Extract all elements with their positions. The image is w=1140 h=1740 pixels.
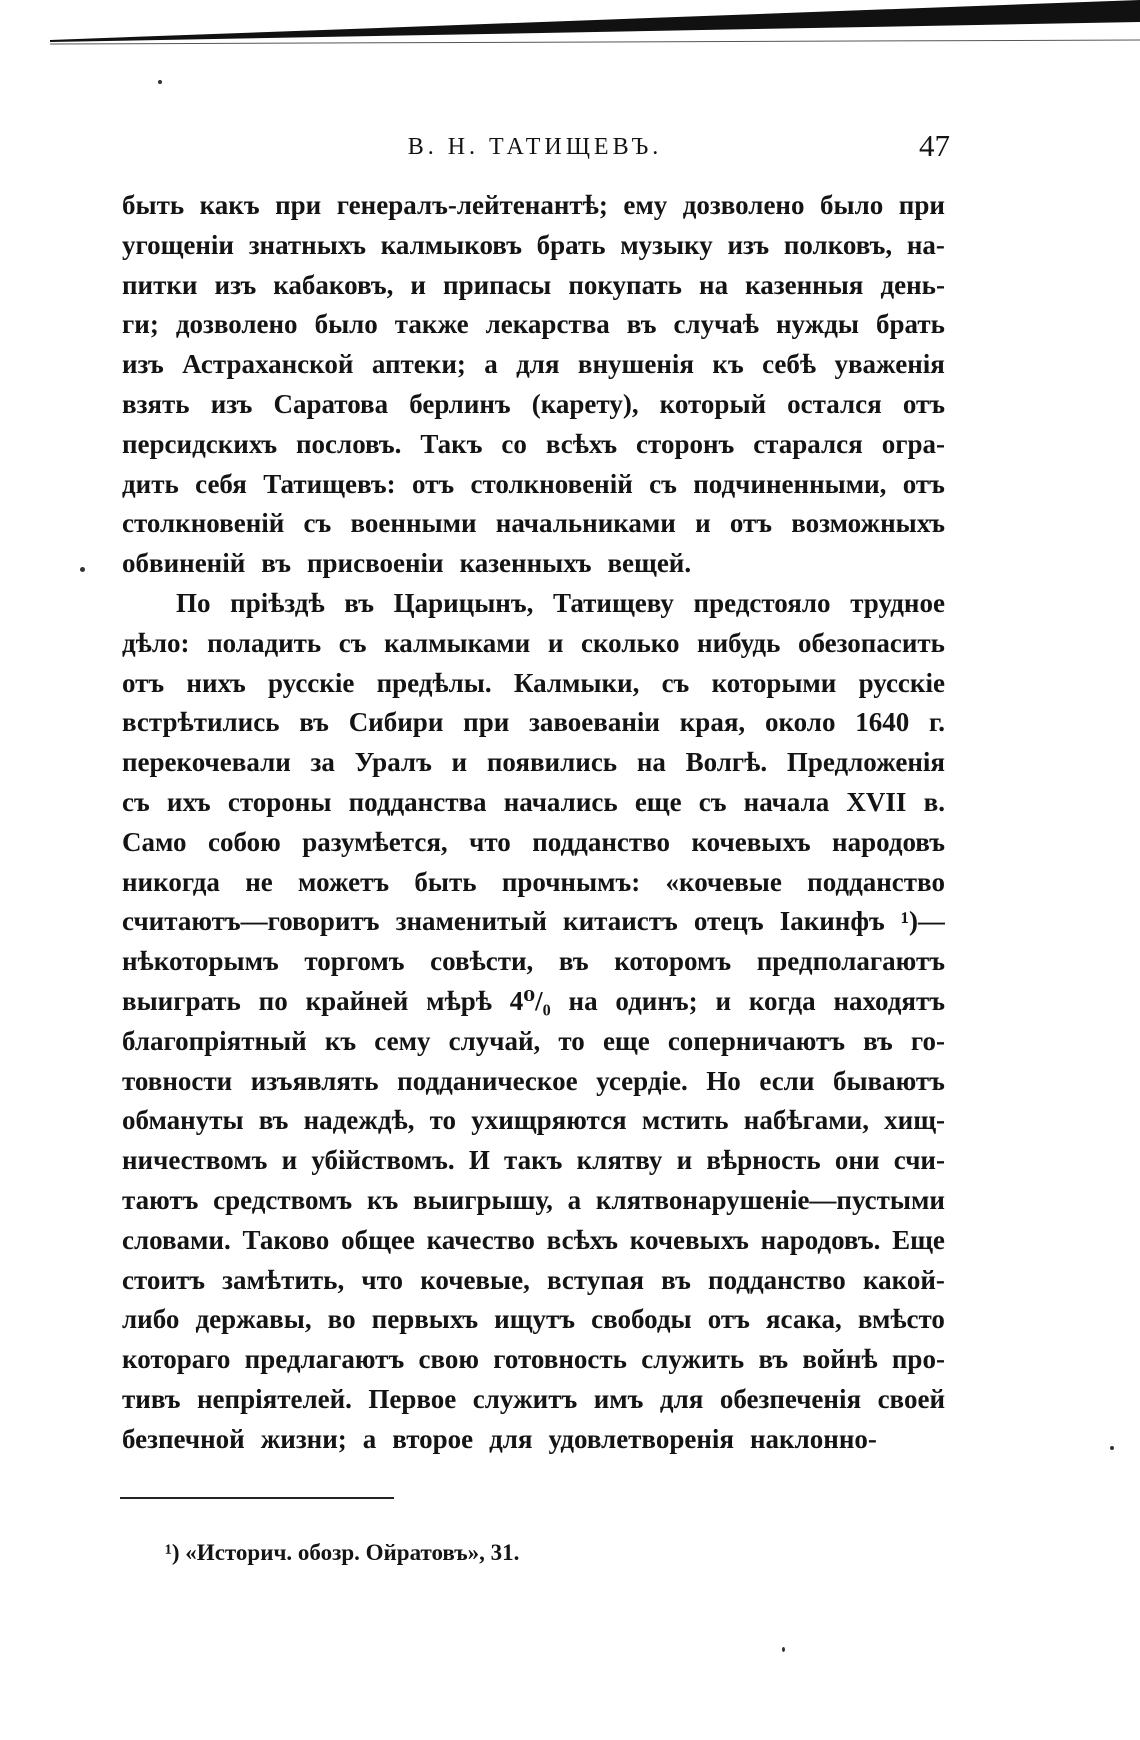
running-title: В. Н. ТАТИЩЕВЪ. (407, 134, 663, 160)
text-line: питки изъ кабаковъ, и припасы покупать на казенныя день- (122, 269, 945, 300)
body-text (122, 186, 945, 1460)
text-line: тивъ непріятелей. Первое служитъ имъ для обезпеченія своей (122, 1383, 945, 1414)
text-line: быть какъ при генералъ-лейтенантѣ; ему дозволено было при (122, 190, 945, 220)
scan-speck (80, 567, 85, 572)
text-line: котораго предлагаютъ свою готовность служить въ войнѣ про- (122, 1344, 945, 1375)
text-line: Само собою разумѣется, что подданство кочевыхъ народовъ (122, 826, 945, 857)
paragraph (122, 186, 945, 584)
text-line: благопріятный къ сему случай, то еще соперничаютъ въ го- (122, 1025, 945, 1056)
text-line: встрѣтились въ Сибири при завоеваніи края, около 1640 г. (122, 707, 945, 738)
paragraph (122, 584, 945, 1460)
text-line: изъ Астраханской аптеки; а для внушенія къ себѣ уваженія (122, 349, 945, 380)
text-line: По пріѣздѣ въ Царицынъ, Татищеву предстояло трудное (176, 587, 945, 618)
scan-speck (782, 1647, 785, 1652)
text-line: либо державы, во первыхъ ищутъ свободы отъ ясака, вмѣсто (122, 1304, 945, 1335)
text-line: съ ихъ стороны подданства начались еще съ начала XVII в. (122, 786, 945, 817)
text-line: отъ нихъ русскіе предѣлы. Калмыки, съ которыми русскіе (122, 667, 945, 698)
scan-speck (158, 80, 162, 84)
text-line: ничествомъ и убійствомъ. И такъ клятву и вѣрность они счи- (122, 1145, 945, 1176)
text-line: угощеніи знатныхъ калмыковъ брать музыку изъ полковъ, на- (122, 229, 945, 260)
text-line: нѣкоторымъ торгомъ совѣсти, въ которомъ предполагаютъ (122, 946, 945, 977)
text-line: дить себя Татищевъ: отъ столкновеній съ подчиненными, отъ (122, 468, 945, 499)
text-line: выиграть по крайней мѣрѣ 4⁰/₀ на одинъ; и когда находятъ (122, 985, 945, 1016)
text-line: словами. Таково общее качество всѣхъ кочевыхъ народовъ. Еще (122, 1224, 945, 1255)
text-line: никогда не можетъ быть прочнымъ: «кочевые подданство (122, 866, 945, 897)
text-line: персидскихъ пословъ. Такъ со всѣхъ сторонъ старался огра- (122, 428, 945, 459)
text-line: перекочевали за Уралъ и появились на Волгѣ. Предложенія (122, 747, 945, 778)
text-line: считаютъ—говоритъ знаменитый китаистъ отецъ Іакинфъ ¹)— (122, 906, 945, 937)
text-line: обвиненій въ присвоеніи казенныхъ вещей. (122, 548, 692, 579)
footnote-divider (120, 1497, 394, 1499)
text-line: ги; дозволено было также лекарства въ случаѣ нужды брать (122, 309, 945, 340)
page-header (120, 128, 950, 172)
scan-speck (1110, 1446, 1114, 1450)
text-line: безпечной жизни; а второе для удовлетворенія наклонно- (122, 1423, 877, 1454)
text-line: столкновеній съ военными начальниками и отъ возможныхъ (122, 508, 945, 539)
text-line: стоитъ замѣтить, что кочевые, вступая въ подданство какой- (122, 1264, 945, 1295)
page-number: 47 (919, 128, 950, 163)
text-line: таютъ средствомъ къ выигрышу, а клятвонарушеніе—пустыми (122, 1184, 945, 1215)
top-scan-edge (50, 0, 1140, 60)
text-line: дѣло: поладить съ калмыками и сколько нибудь обезопасить (122, 627, 945, 658)
text-line: обмануты въ надеждѣ, то ухищряются мстить набѣгами, хищ- (122, 1105, 945, 1136)
footnote: ¹) «Историч. обозр. Ойратовъ», 31. (165, 1540, 520, 1565)
text-line: товности изъявлять подданическое усердіе. Но если бываютъ (122, 1065, 945, 1096)
text-line: взять изъ Саратова берлинъ (карету), который остался отъ (122, 388, 945, 419)
